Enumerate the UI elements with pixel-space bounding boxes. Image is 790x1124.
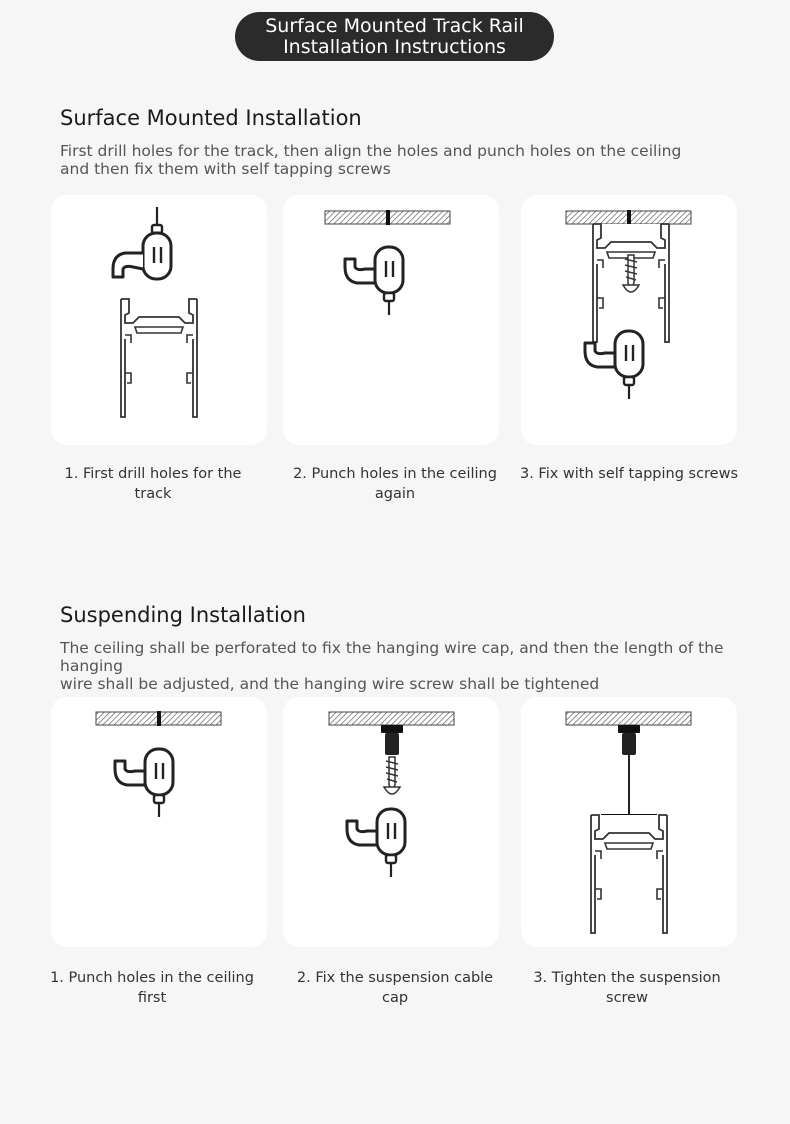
suspending-section-description [60,639,750,693]
suspending-step3-illustration [521,697,737,947]
surface-desc-line1: First drill holes for the track, then align the holes and punch holes on the ceiling [60,142,682,160]
drill-track-illustration [51,195,267,445]
surface-desc-line2: and then fix them with self tapping screws [60,160,391,178]
ceiling-icon [329,712,454,725]
surface-step3-caption: 3. Fix with self tapping screws [519,466,739,482]
surface-step3-illustration [521,195,737,445]
screw-icon [623,255,639,292]
tighten-screw-illustration [521,697,737,947]
suspending-step1-illustration [51,697,267,947]
surface-step1-illustration [51,195,267,445]
surface-section-title: Surface Mounted Installation [60,106,362,130]
suspending-step2-caption: 2. Fix the suspension cable cap [296,970,494,1006]
page-title-badge [235,12,554,61]
cable-cap-illustration [283,697,499,947]
drill-icon [115,749,173,817]
suspending-section-title: Suspending Installation [60,603,306,627]
cable-cap-icon [381,725,403,733]
page-title-line2: Installation Instructions [283,35,506,58]
suspending-desc-line1: The ceiling shall be perforated to fix the hanging wire cap, and then the length of the hanging [60,639,724,675]
page-title-line1: Surface Mounted Track Rail [265,14,524,37]
ceiling-icon [566,712,691,725]
track-rail-icon [591,815,667,933]
suspending-step3-caption: 3. Tighten the suspension screw [533,970,721,1006]
surface-step1-caption: 1. First drill holes for the track [64,466,242,502]
surface-step2-caption: 2. Punch holes in the ceiling again [293,466,497,502]
drill-icon [345,247,403,315]
cable-cap-icon [618,725,640,733]
fix-screws-illustration [521,195,737,445]
punch-ceiling-illustration [283,195,499,445]
punch-ceiling-first-illustration [51,697,267,947]
suspending-desc-line2: wire shall be adjusted, and the hanging wire screw shall be tightened [60,675,600,693]
drill-icon [113,207,171,279]
surface-section-description [60,142,750,178]
surface-step2-illustration [283,195,499,445]
drill-icon [347,809,405,877]
suspending-step1-caption: 1. Punch holes in the ceiling first [50,970,254,1006]
suspending-step2-illustration [283,697,499,947]
screw-icon [384,757,400,794]
track-rail-icon [121,299,197,417]
